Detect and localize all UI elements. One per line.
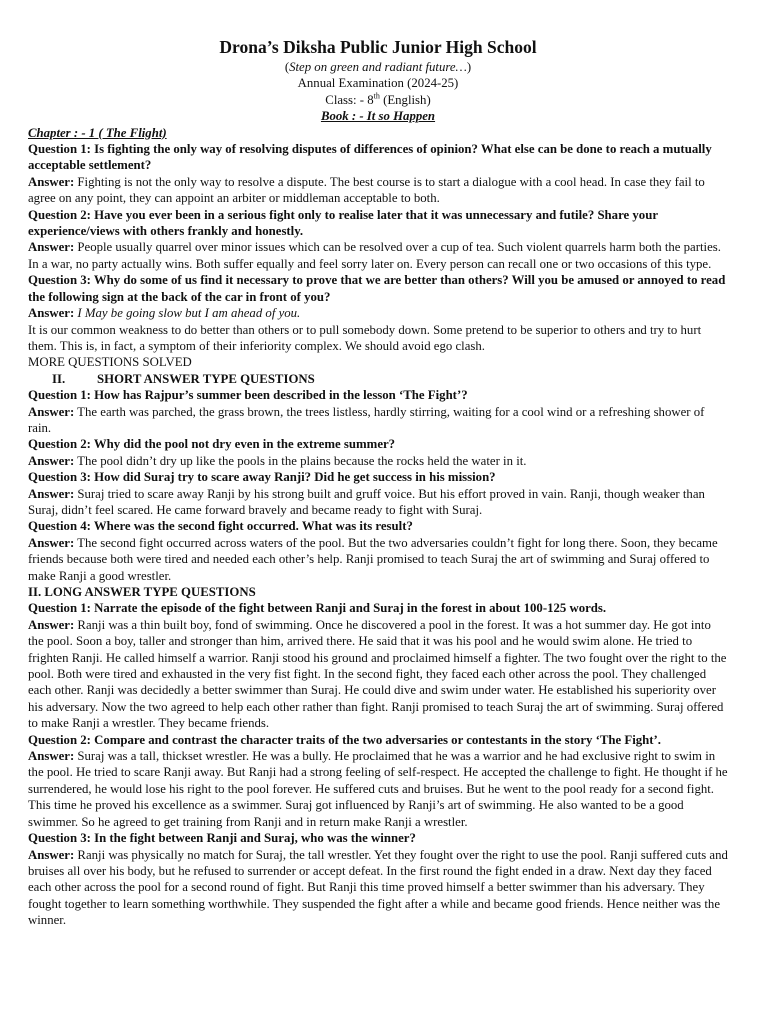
answer-label: Answer: bbox=[28, 535, 75, 550]
book-title: Book : - It so Happen bbox=[320, 109, 436, 124]
answer: Answer: The earth was parched, the grass brown, the trees listless, hardly stirring, waiting for a cool wind or a refreshing shower of rain. bbox=[28, 404, 705, 435]
question: Question 4: Where was the second fight occurred. What was its result? bbox=[28, 519, 413, 534]
answer-label: Answer: bbox=[28, 453, 75, 468]
question: Question 2: Have you ever been in a serious fight only to realise later that it was unnecessary and futile? Share your experience/views with others frankly and honestly. bbox=[28, 207, 658, 239]
question: Question 1: Is fighting the only way of resolving disputes of differences of opinion? What else can be done to reach a mutually acceptable settlement? bbox=[28, 142, 712, 173]
answer-label: Answer: bbox=[28, 847, 75, 862]
answer: Answer: Fighting is not the only way to resolve a dispute. The best course is to start a dialogue with a cool head. In case they fail to agree on any point, they can appoint an arbiter or middleman acceptable to both. bbox=[28, 174, 705, 206]
long-answer-section-heading: II. LONG ANSWER TYPE QUESTIONS bbox=[28, 585, 256, 599]
answer-label: Answer: bbox=[28, 306, 75, 321]
answer: Answer: People usually quarrel over minor issues which can be resolved over a cup of tea. Such violent quarrels harm both the parties. In a war, no party actually wins. Both suffer equally and feel sorry later on. Every person can recall one or two occasions of this type. bbox=[28, 240, 721, 271]
class-line: Class: - 8th (English) bbox=[325, 91, 431, 107]
answer: Answer: Suraj was a tall, thickset wrestler. He was a bully. He proclaimed that he was a warrior and he had exclusive right to swim in the pool. He tried to scare Ranji away. But Ranji had a strong feeling of self-respect. He accepted the challenge to fight. He thought if he surrendered, he would lose his right to the pool forever. He suffered cuts and bruises. But he went to the pool ready for a second fight. This time he proved his excellence as a swimmer. Suraj got influenced by Ranji’s art of swimming. He also wanted to be a good swimmer. So he agreed to get training from Ranji and in return make Ranji a wrestler. bbox=[28, 749, 728, 829]
answer-label: Answer: bbox=[28, 240, 75, 255]
answer bbox=[28, 305, 728, 321]
exam-title: Annual Examination (2024-25) bbox=[297, 76, 459, 91]
car-sign-text: I May be going slow but I am ahead of you. bbox=[74, 306, 301, 321]
answer: Answer: Ranji was a thin built boy, fond of swimming. Once he discovered a pool in the forest. It was a hot summer day. He got into the pool. Soon a boy, taller and stronger than him, arrived there. He said that it was his pool and he would swim alone. He tried to frighten Ranji. He called himself a warrior. Ranji stood his ground and proclaimed himself a fighter. The two fought over the right to the pool. Both were tired and exhausted in the very fist fight. In the second fight, they faced each other across the pool. They challenged each other. Ranji was decidedly a better swimmer than Suraj. He could dive and swim under water. He established his superiority over his adversary. Now the two agreed to help each other rather than fight. Ranji promised to teach Suraj the art of swimming. Suraj offered to make Ranji a wrestler. They became friends. bbox=[28, 617, 727, 731]
answer-label: Answer: bbox=[28, 749, 75, 764]
question: Question 3: Why do some of us find it necessary to prove that we are better than others? Will you be amused or annoyed to read the following sign at the back of the car in front of you? bbox=[28, 273, 726, 304]
chapter-heading: Chapter : - 1 ( The Flight) bbox=[28, 125, 167, 140]
answer-label: Answer: bbox=[28, 617, 75, 632]
question: Question 1: Narrate the episode of the fight between Ranji and Suraj in the forest in about 100-125 words. bbox=[28, 601, 607, 616]
question: Question 1: How has Rajpur’s summer been described in the lesson ‘The Fight’? bbox=[28, 388, 468, 403]
answer: Answer: The pool didn’t dry up like the pools in the plains because the rocks held the water in it. bbox=[28, 453, 527, 468]
answer: Answer: Ranji was physically no match for Suraj, the tall wrestler. Yet they fought over the right to use the pool. Ranji suffered cuts and bruises all over his body, but he refused to surrender or accept defeat. In the first round the fight ended in a draw. Next day they faced each other across the pool for a second round of fight. But Ranji this time proved himself a better swimmer than his adversary. They fought together to learn something worthwhile. They suspended the fight after a while and became good friends. Hence neither was the winner. bbox=[28, 847, 728, 928]
question: Question 2: Compare and contrast the character traits of the two adversaries or contestants in the story ‘The Fight’. bbox=[28, 732, 662, 747]
question: Question 2: Why did the pool not dry even in the extreme summer? bbox=[28, 437, 396, 452]
short-answer-section-heading: II. SHORT ANSWER TYPE QUESTIONS bbox=[52, 371, 315, 386]
answer-label: Answer: bbox=[28, 174, 75, 189]
answer-label: Answer: bbox=[28, 404, 75, 419]
school-name: Drona’s Diksha Public Junior High School bbox=[219, 37, 537, 57]
answer-paragraph: It is our common weakness to do better than others or to pull somebody down. Some pretend to be superior to others and try to hurt them. This is, in fact, a symptom of their inferiority complex. We should avoid ego clash. bbox=[28, 322, 702, 353]
school-motto: (Step on green and radiant future…) bbox=[284, 60, 472, 74]
question: Question 3: In the fight between Ranji and Suraj, who was the winner? bbox=[28, 831, 416, 846]
more-questions-heading: MORE QUESTIONS SOLVED bbox=[28, 355, 192, 370]
question: Question 3: How did Suraj try to scare away Ranji? Did he get success in his mission? bbox=[28, 470, 496, 485]
answer: Answer: Suraj tried to scare away Ranji by his strong built and gruff voice. But his effort proved in vain. Ranji, though weaker than Suraj, didn’t feel scared. He came forward bravely and became ready to fight with Suraj. bbox=[28, 486, 705, 517]
document-header bbox=[28, 36, 728, 125]
answer-label: Answer: bbox=[28, 486, 75, 501]
answer: Answer: The second fight occurred across waters of the pool. But the two adversaries couldn’t fight for long there. Soon, they became friends because both were tired and needed each other’s help. Ranji promised to teach Suraj the art of swimming and Suraj offered to make Ranji a good wrestler. bbox=[28, 535, 718, 583]
